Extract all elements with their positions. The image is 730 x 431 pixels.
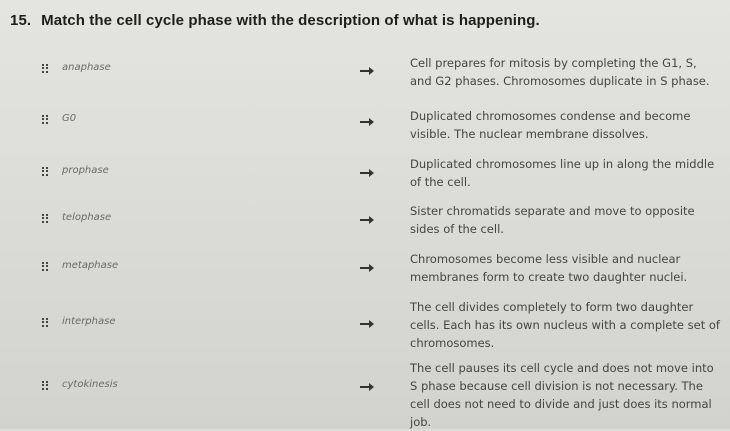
description-item: Duplicated chromosomes line up in along the middle of the cell. [410, 157, 715, 189]
term-item[interactable]: G0 [62, 113, 77, 124]
drag-handle-icon[interactable] [42, 214, 48, 223]
term-item[interactable]: cytokinesis [62, 379, 118, 390]
arrow-right-icon [360, 215, 374, 225]
term-item[interactable]: telophase [62, 212, 112, 223]
question-text: Match the cell cycle phase with the description of what is happening. [41, 12, 540, 29]
description-item: The cell divides completely to form two daughter cells. Each has its own nucleus with a complete set of chromosomes. [410, 300, 720, 350]
arrow-right-icon [360, 263, 374, 273]
arrow-right-icon [360, 117, 374, 127]
drag-handle-icon[interactable] [42, 262, 48, 271]
term-item[interactable]: anaphase [62, 62, 111, 73]
arrow-right-icon [360, 319, 374, 329]
arrow-right-icon [360, 66, 374, 76]
term-item[interactable]: metaphase [62, 260, 119, 271]
drag-handle-icon[interactable] [42, 381, 48, 390]
description-item: The cell pauses its cell cycle and does not move into S phase because cell division is not necessary. The cell does not need to divide and just does its normal job. [410, 361, 714, 429]
question-heading [10, 12, 540, 29]
term-item[interactable]: prophase [62, 165, 109, 176]
description-item: Duplicated chromosomes condense and become visible. The nuclear membrane dissolves. [410, 109, 691, 141]
drag-handle-icon[interactable] [42, 318, 48, 327]
arrow-right-icon [360, 382, 374, 392]
term-item[interactable]: interphase [62, 316, 116, 327]
drag-handle-icon[interactable] [42, 64, 48, 73]
drag-handle-icon[interactable] [42, 115, 48, 124]
description-item: Chromosomes become less visible and nuclear membranes form to create two daughter nuclei. [410, 252, 688, 284]
arrow-right-icon [360, 168, 374, 178]
description-item: Cell prepares for mitosis by completing the G1, S, and G2 phases. Chromosomes duplicate in S phase. [410, 56, 710, 88]
drag-handle-icon[interactable] [42, 167, 48, 176]
question-number: 15. [10, 12, 32, 29]
description-item: Sister chromatids separate and move to opposite sides of the cell. [410, 204, 695, 236]
